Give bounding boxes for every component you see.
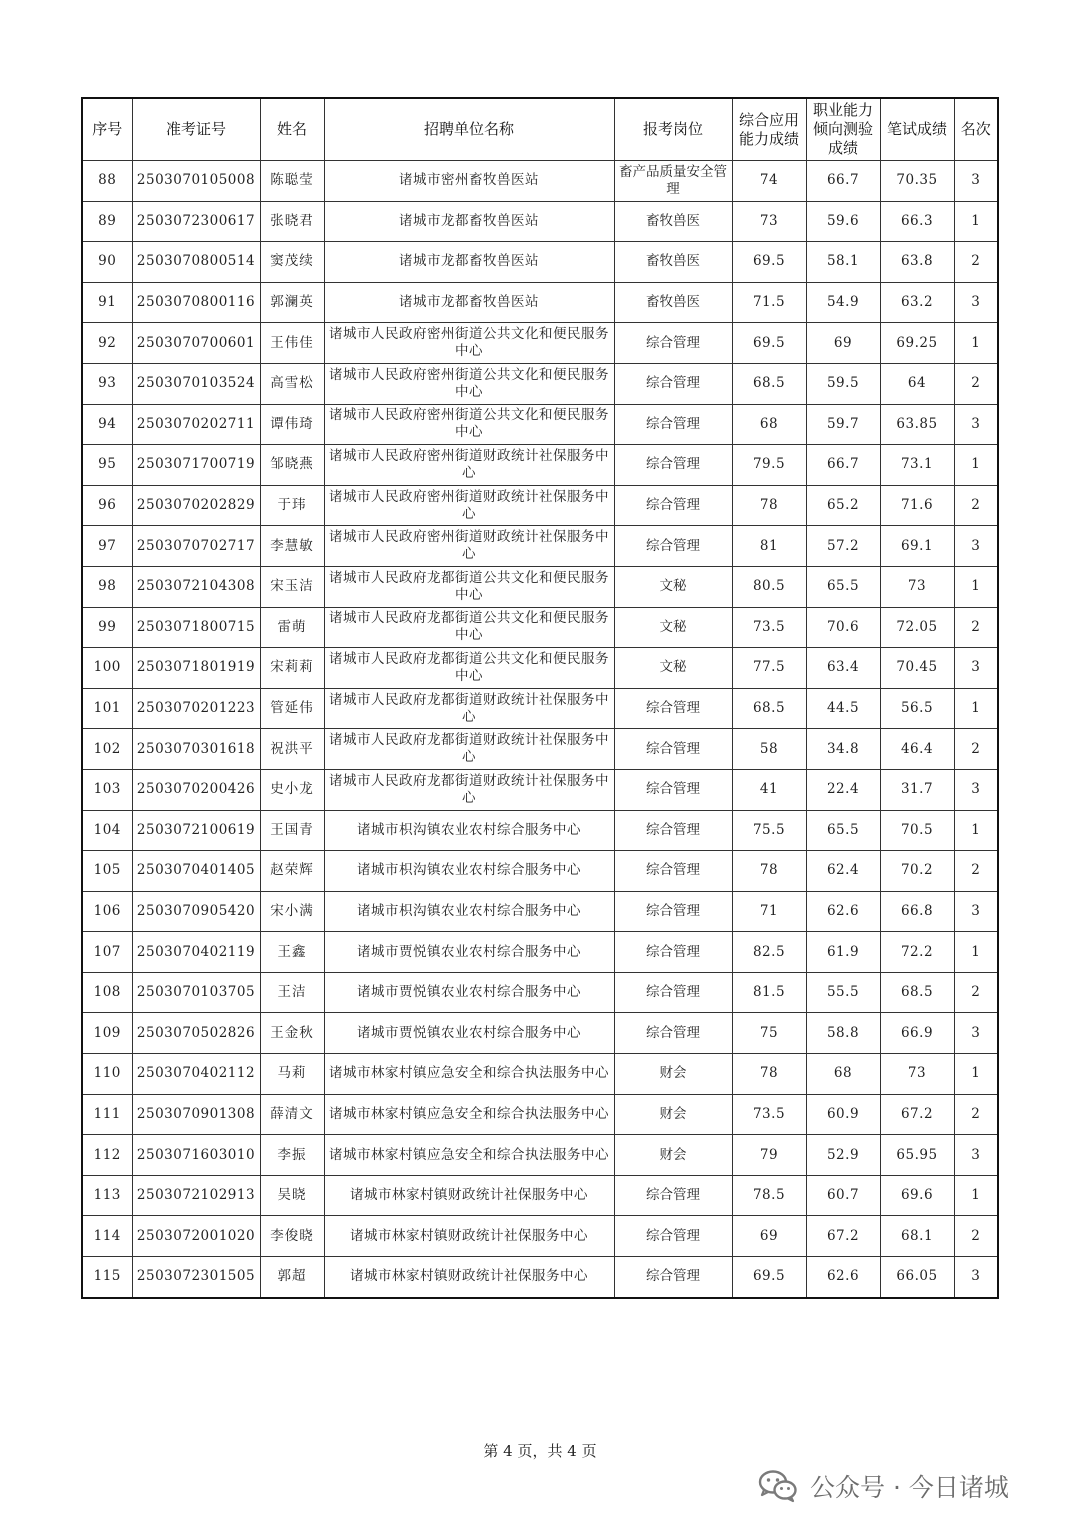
cell-name: 宋莉莉 <box>260 648 324 689</box>
cell-name: 祝洪平 <box>260 729 324 770</box>
cell-name: 吴晓 <box>260 1175 324 1216</box>
table-row <box>82 485 998 526</box>
cell-exam-id: 2503070202711 <box>132 404 260 445</box>
cell-written-score: 69.1 <box>880 526 954 567</box>
cell-exam-id: 2503072300617 <box>132 201 260 242</box>
cell-rank: 1 <box>954 1175 998 1216</box>
cell-unit: 诸城市枳沟镇农业农村综合服务中心 <box>324 891 614 932</box>
cell-name: 张晓君 <box>260 201 324 242</box>
cell-name: 郭澜英 <box>260 282 324 323</box>
cell-exam-id: 2503070200426 <box>132 769 260 810</box>
cell-aptitude-score: 44.5 <box>806 688 880 729</box>
cell-unit: 诸城市龙都畜牧兽医站 <box>324 282 614 323</box>
cell-unit: 诸城市人民政府龙都街道公共文化和便民服务中心 <box>324 607 614 648</box>
cell-exam-id: 2503070800116 <box>132 282 260 323</box>
cell-exam-id: 2503070301618 <box>132 729 260 770</box>
cell-seq: 114 <box>82 1216 132 1257</box>
cell-seq: 98 <box>82 566 132 607</box>
table-row <box>82 566 998 607</box>
cell-position: 综合管理 <box>614 363 732 404</box>
cell-aptitude-score: 63.4 <box>806 648 880 689</box>
cell-written-score: 70.2 <box>880 851 954 892</box>
cell-name: 邹晓燕 <box>260 445 324 486</box>
cell-exam-id: 2503070103705 <box>132 972 260 1013</box>
table-row <box>82 526 998 567</box>
cell-seq: 103 <box>82 769 132 810</box>
cell-comprehensive-score: 79 <box>732 1135 806 1176</box>
table-row <box>82 161 998 202</box>
cell-position: 综合管理 <box>614 851 732 892</box>
cell-position: 文秘 <box>614 648 732 689</box>
cell-position: 综合管理 <box>614 972 732 1013</box>
cell-name: 王国青 <box>260 810 324 851</box>
cell-position: 财会 <box>614 1135 732 1176</box>
cell-aptitude-score: 57.2 <box>806 526 880 567</box>
cell-seq: 102 <box>82 729 132 770</box>
cell-unit: 诸城市林家村镇财政统计社保服务中心 <box>324 1175 614 1216</box>
cell-comprehensive-score: 68 <box>732 404 806 445</box>
table-row <box>82 810 998 851</box>
cell-seq: 100 <box>82 648 132 689</box>
cell-written-score: 72.05 <box>880 607 954 648</box>
cell-written-score: 63.85 <box>880 404 954 445</box>
watermark-text: 公众号 · 今日诸城 <box>810 1473 1009 1502</box>
cell-seq: 109 <box>82 1013 132 1054</box>
cell-rank: 1 <box>954 688 998 729</box>
cell-seq: 101 <box>82 688 132 729</box>
cell-exam-id: 2503070402119 <box>132 932 260 973</box>
cell-written-score: 69.6 <box>880 1175 954 1216</box>
cell-rank: 3 <box>954 1013 998 1054</box>
cell-unit: 诸城市人民政府龙都街道公共文化和便民服务中心 <box>324 566 614 607</box>
cell-unit: 诸城市贾悦镇农业农村综合服务中心 <box>324 1013 614 1054</box>
cell-written-score: 69.25 <box>880 323 954 364</box>
cell-rank: 1 <box>954 566 998 607</box>
header-name: 姓名 <box>260 98 324 161</box>
cell-seq: 113 <box>82 1175 132 1216</box>
header-seq: 序号 <box>82 98 132 161</box>
table-row <box>82 363 998 404</box>
cell-rank: 3 <box>954 161 998 202</box>
cell-name: 宋玉洁 <box>260 566 324 607</box>
cell-position: 综合管理 <box>614 323 732 364</box>
table-row <box>82 282 998 323</box>
cell-written-score: 72.2 <box>880 932 954 973</box>
cell-rank: 1 <box>954 445 998 486</box>
cell-comprehensive-score: 77.5 <box>732 648 806 689</box>
cell-rank: 2 <box>954 485 998 526</box>
cell-exam-id: 2503072102913 <box>132 1175 260 1216</box>
cell-aptitude-score: 52.9 <box>806 1135 880 1176</box>
cell-written-score: 73.1 <box>880 445 954 486</box>
cell-comprehensive-score: 69.5 <box>732 323 806 364</box>
table-row <box>82 1175 998 1216</box>
cell-exam-id: 2503070201223 <box>132 688 260 729</box>
cell-seq: 105 <box>82 851 132 892</box>
cell-aptitude-score: 65.5 <box>806 566 880 607</box>
cell-unit: 诸城市人民政府龙都街道财政统计社保服务中心 <box>324 688 614 729</box>
cell-position: 综合管理 <box>614 729 732 770</box>
cell-exam-id: 2503071603010 <box>132 1135 260 1176</box>
cell-exam-id: 2503072301505 <box>132 1257 260 1298</box>
cell-seq: 95 <box>82 445 132 486</box>
cell-seq: 96 <box>82 485 132 526</box>
cell-exam-id: 2503070105008 <box>132 161 260 202</box>
cell-comprehensive-score: 81 <box>732 526 806 567</box>
cell-exam-id: 2503072104308 <box>132 566 260 607</box>
cell-aptitude-score: 58.8 <box>806 1013 880 1054</box>
cell-rank: 3 <box>954 769 998 810</box>
cell-seq: 91 <box>82 282 132 323</box>
cell-name: 郭超 <box>260 1257 324 1298</box>
cell-rank: 1 <box>954 810 998 851</box>
cell-aptitude-score: 60.7 <box>806 1175 880 1216</box>
cell-comprehensive-score: 74 <box>732 161 806 202</box>
cell-rank: 3 <box>954 526 998 567</box>
cell-aptitude-score: 65.2 <box>806 485 880 526</box>
cell-seq: 104 <box>82 810 132 851</box>
cell-position: 综合管理 <box>614 485 732 526</box>
cell-seq: 115 <box>82 1257 132 1298</box>
cell-comprehensive-score: 73 <box>732 201 806 242</box>
cell-exam-id: 2503072001020 <box>132 1216 260 1257</box>
cell-unit: 诸城市枳沟镇农业农村综合服务中心 <box>324 851 614 892</box>
cell-written-score: 70.5 <box>880 810 954 851</box>
cell-comprehensive-score: 58 <box>732 729 806 770</box>
cell-aptitude-score: 55.5 <box>806 972 880 1013</box>
cell-name: 管延伟 <box>260 688 324 729</box>
table-row <box>82 1257 998 1298</box>
cell-written-score: 65.95 <box>880 1135 954 1176</box>
cell-aptitude-score: 70.6 <box>806 607 880 648</box>
table-body <box>82 161 998 1298</box>
cell-seq: 107 <box>82 932 132 973</box>
header-rank: 名次 <box>954 98 998 161</box>
cell-seq: 99 <box>82 607 132 648</box>
cell-unit: 诸城市林家村镇财政统计社保服务中心 <box>324 1257 614 1298</box>
cell-comprehensive-score: 69 <box>732 1216 806 1257</box>
cell-position: 文秘 <box>614 607 732 648</box>
cell-position: 综合管理 <box>614 1175 732 1216</box>
cell-aptitude-score: 34.8 <box>806 729 880 770</box>
cell-seq: 88 <box>82 161 132 202</box>
cell-unit: 诸城市贾悦镇农业农村综合服务中心 <box>324 932 614 973</box>
cell-rank: 2 <box>954 1216 998 1257</box>
cell-rank: 1 <box>954 1054 998 1095</box>
cell-comprehensive-score: 75 <box>732 1013 806 1054</box>
cell-unit: 诸城市人民政府密州街道财政统计社保服务中心 <box>324 526 614 567</box>
cell-exam-id: 2503070402112 <box>132 1054 260 1095</box>
cell-position: 畜牧兽医 <box>614 282 732 323</box>
cell-seq: 111 <box>82 1094 132 1135</box>
wechat-icon <box>758 1469 798 1503</box>
cell-seq: 106 <box>82 891 132 932</box>
cell-position: 综合管理 <box>614 404 732 445</box>
cell-comprehensive-score: 78 <box>732 1054 806 1095</box>
cell-comprehensive-score: 41 <box>732 769 806 810</box>
cell-exam-id: 2503071800715 <box>132 607 260 648</box>
cell-name: 王金秋 <box>260 1013 324 1054</box>
cell-aptitude-score: 62.4 <box>806 851 880 892</box>
cell-unit: 诸城市林家村镇应急安全和综合执法服务中心 <box>324 1054 614 1095</box>
cell-name: 窦茂续 <box>260 242 324 283</box>
cell-written-score: 66.8 <box>880 891 954 932</box>
cell-comprehensive-score: 78.5 <box>732 1175 806 1216</box>
cell-unit: 诸城市人民政府密州街道公共文化和便民服务中心 <box>324 404 614 445</box>
cell-position: 综合管理 <box>614 769 732 810</box>
cell-written-score: 66.05 <box>880 1257 954 1298</box>
cell-aptitude-score: 61.9 <box>806 932 880 973</box>
cell-rank: 1 <box>954 323 998 364</box>
cell-written-score: 63.2 <box>880 282 954 323</box>
cell-written-score: 66.9 <box>880 1013 954 1054</box>
cell-aptitude-score: 22.4 <box>806 769 880 810</box>
cell-aptitude-score: 67.2 <box>806 1216 880 1257</box>
table-row <box>82 445 998 486</box>
cell-unit: 诸城市龙都畜牧兽医站 <box>324 242 614 283</box>
cell-rank: 3 <box>954 1135 998 1176</box>
table-row <box>82 1216 998 1257</box>
table-row <box>82 851 998 892</box>
cell-unit: 诸城市枳沟镇农业农村综合服务中心 <box>324 810 614 851</box>
cell-exam-id: 2503072100619 <box>132 810 260 851</box>
cell-exam-id: 2503070401405 <box>132 851 260 892</box>
cell-position: 畜牧兽医 <box>614 242 732 283</box>
table-row <box>82 1094 998 1135</box>
results-table <box>81 97 999 1299</box>
cell-unit: 诸城市人民政府密州街道公共文化和便民服务中心 <box>324 323 614 364</box>
cell-comprehensive-score: 68.5 <box>732 688 806 729</box>
table-row <box>82 769 998 810</box>
cell-exam-id: 2503070905420 <box>132 891 260 932</box>
cell-exam-id: 2503071700719 <box>132 445 260 486</box>
cell-comprehensive-score: 80.5 <box>732 566 806 607</box>
cell-name: 于玮 <box>260 485 324 526</box>
cell-written-score: 68.5 <box>880 972 954 1013</box>
cell-name: 王伟佳 <box>260 323 324 364</box>
cell-name: 雷萌 <box>260 607 324 648</box>
cell-written-score: 63.8 <box>880 242 954 283</box>
header-position: 报考岗位 <box>614 98 732 161</box>
cell-seq: 90 <box>82 242 132 283</box>
cell-unit: 诸城市林家村镇财政统计社保服务中心 <box>324 1216 614 1257</box>
cell-name: 李慧敏 <box>260 526 324 567</box>
cell-comprehensive-score: 73.5 <box>732 607 806 648</box>
cell-rank: 2 <box>954 972 998 1013</box>
cell-rank: 2 <box>954 1094 998 1135</box>
table-row <box>82 404 998 445</box>
table-row <box>82 1054 998 1095</box>
cell-position: 财会 <box>614 1054 732 1095</box>
table-row <box>82 972 998 1013</box>
cell-aptitude-score: 62.6 <box>806 1257 880 1298</box>
watermark <box>758 1466 1009 1506</box>
cell-name: 王洁 <box>260 972 324 1013</box>
cell-name: 王鑫 <box>260 932 324 973</box>
cell-rank: 3 <box>954 404 998 445</box>
cell-position: 综合管理 <box>614 1013 732 1054</box>
cell-unit: 诸城市人民政府密州街道财政统计社保服务中心 <box>324 445 614 486</box>
cell-unit: 诸城市人民政府密州街道财政统计社保服务中心 <box>324 485 614 526</box>
cell-unit: 诸城市密州畜牧兽医站 <box>324 161 614 202</box>
cell-written-score: 66.3 <box>880 201 954 242</box>
cell-rank: 2 <box>954 729 998 770</box>
cell-aptitude-score: 58.1 <box>806 242 880 283</box>
cell-aptitude-score: 59.6 <box>806 201 880 242</box>
cell-name: 赵荣辉 <box>260 851 324 892</box>
cell-seq: 97 <box>82 526 132 567</box>
table-row <box>82 323 998 364</box>
cell-exam-id: 2503070700601 <box>132 323 260 364</box>
cell-comprehensive-score: 82.5 <box>732 932 806 973</box>
cell-seq: 92 <box>82 323 132 364</box>
cell-name: 陈聪莹 <box>260 161 324 202</box>
cell-rank: 2 <box>954 242 998 283</box>
cell-name: 谭伟琦 <box>260 404 324 445</box>
table-header-row <box>82 98 998 161</box>
cell-name: 薛清文 <box>260 1094 324 1135</box>
cell-position: 综合管理 <box>614 526 732 567</box>
cell-position: 文秘 <box>614 566 732 607</box>
cell-comprehensive-score: 78 <box>732 485 806 526</box>
table-row <box>82 891 998 932</box>
cell-unit: 诸城市人民政府龙都街道财政统计社保服务中心 <box>324 729 614 770</box>
cell-name: 李俊晓 <box>260 1216 324 1257</box>
cell-rank: 2 <box>954 363 998 404</box>
cell-comprehensive-score: 71 <box>732 891 806 932</box>
table-row <box>82 242 998 283</box>
cell-aptitude-score: 68 <box>806 1054 880 1095</box>
cell-aptitude-score: 59.5 <box>806 363 880 404</box>
cell-exam-id: 2503070702717 <box>132 526 260 567</box>
cell-unit: 诸城市人民政府密州街道公共文化和便民服务中心 <box>324 363 614 404</box>
cell-comprehensive-score: 78 <box>732 851 806 892</box>
cell-position: 综合管理 <box>614 1257 732 1298</box>
cell-rank: 3 <box>954 1257 998 1298</box>
cell-unit: 诸城市人民政府龙都街道公共文化和便民服务中心 <box>324 648 614 689</box>
cell-name: 史小龙 <box>260 769 324 810</box>
cell-rank: 1 <box>954 201 998 242</box>
cell-rank: 3 <box>954 891 998 932</box>
cell-aptitude-score: 59.7 <box>806 404 880 445</box>
cell-aptitude-score: 54.9 <box>806 282 880 323</box>
cell-written-score: 70.45 <box>880 648 954 689</box>
cell-comprehensive-score: 69.5 <box>732 1257 806 1298</box>
cell-comprehensive-score: 75.5 <box>732 810 806 851</box>
table-row <box>82 688 998 729</box>
cell-comprehensive-score: 69.5 <box>732 242 806 283</box>
header-exam-id: 准考证号 <box>132 98 260 161</box>
cell-position: 畜牧兽医 <box>614 201 732 242</box>
cell-written-score: 56.5 <box>880 688 954 729</box>
cell-name: 马莉 <box>260 1054 324 1095</box>
cell-exam-id: 2503070800514 <box>132 242 260 283</box>
cell-unit: 诸城市林家村镇应急安全和综合执法服务中心 <box>324 1094 614 1135</box>
cell-exam-id: 2503070502826 <box>132 1013 260 1054</box>
cell-aptitude-score: 60.9 <box>806 1094 880 1135</box>
cell-seq: 108 <box>82 972 132 1013</box>
table-row <box>82 1013 998 1054</box>
header-unit: 招聘单位名称 <box>324 98 614 161</box>
cell-comprehensive-score: 79.5 <box>732 445 806 486</box>
cell-position: 畜产品质量安全管理 <box>614 161 732 202</box>
cell-position: 综合管理 <box>614 1216 732 1257</box>
cell-rank: 1 <box>954 932 998 973</box>
cell-position: 财会 <box>614 1094 732 1135</box>
cell-position: 综合管理 <box>614 810 732 851</box>
cell-aptitude-score: 66.7 <box>806 445 880 486</box>
cell-comprehensive-score: 73.5 <box>732 1094 806 1135</box>
table-row <box>82 932 998 973</box>
cell-exam-id: 2503071801919 <box>132 648 260 689</box>
cell-written-score: 64 <box>880 363 954 404</box>
cell-written-score: 73 <box>880 566 954 607</box>
cell-name: 高雪松 <box>260 363 324 404</box>
cell-rank: 3 <box>954 282 998 323</box>
cell-written-score: 46.4 <box>880 729 954 770</box>
cell-rank: 2 <box>954 607 998 648</box>
header-aptitude-score: 职业能力倾向测验成绩 <box>806 98 880 161</box>
cell-written-score: 67.2 <box>880 1094 954 1135</box>
cell-rank: 3 <box>954 648 998 689</box>
cell-aptitude-score: 62.6 <box>806 891 880 932</box>
cell-position: 综合管理 <box>614 891 732 932</box>
cell-seq: 93 <box>82 363 132 404</box>
cell-unit: 诸城市人民政府龙都街道财政统计社保服务中心 <box>324 769 614 810</box>
table-row <box>82 607 998 648</box>
cell-exam-id: 2503070901308 <box>132 1094 260 1135</box>
table-row <box>82 201 998 242</box>
cell-unit: 诸城市林家村镇应急安全和综合执法服务中心 <box>324 1135 614 1176</box>
cell-written-score: 71.6 <box>880 485 954 526</box>
page-number: 第 4 页，共 4 页 <box>483 1442 597 1460</box>
cell-exam-id: 2503070202829 <box>132 485 260 526</box>
cell-written-score: 70.35 <box>880 161 954 202</box>
cell-position: 综合管理 <box>614 688 732 729</box>
cell-exam-id: 2503070103524 <box>132 363 260 404</box>
cell-aptitude-score: 66.7 <box>806 161 880 202</box>
cell-comprehensive-score: 71.5 <box>732 282 806 323</box>
table-row <box>82 1135 998 1176</box>
table-row <box>82 648 998 689</box>
cell-position: 综合管理 <box>614 445 732 486</box>
cell-unit: 诸城市贾悦镇农业农村综合服务中心 <box>324 972 614 1013</box>
cell-name: 宋小满 <box>260 891 324 932</box>
cell-seq: 110 <box>82 1054 132 1095</box>
cell-seq: 89 <box>82 201 132 242</box>
header-comprehensive-score: 综合应用能力成绩 <box>732 98 806 161</box>
cell-seq: 112 <box>82 1135 132 1176</box>
cell-seq: 94 <box>82 404 132 445</box>
cell-aptitude-score: 65.5 <box>806 810 880 851</box>
cell-name: 李振 <box>260 1135 324 1176</box>
cell-position: 综合管理 <box>614 932 732 973</box>
cell-comprehensive-score: 81.5 <box>732 972 806 1013</box>
cell-rank: 2 <box>954 851 998 892</box>
header-written-score: 笔试成绩 <box>880 98 954 161</box>
cell-written-score: 68.1 <box>880 1216 954 1257</box>
table-row <box>82 729 998 770</box>
cell-aptitude-score: 69 <box>806 323 880 364</box>
cell-written-score: 31.7 <box>880 769 954 810</box>
cell-comprehensive-score: 68.5 <box>732 363 806 404</box>
cell-written-score: 73 <box>880 1054 954 1095</box>
cell-unit: 诸城市龙都畜牧兽医站 <box>324 201 614 242</box>
